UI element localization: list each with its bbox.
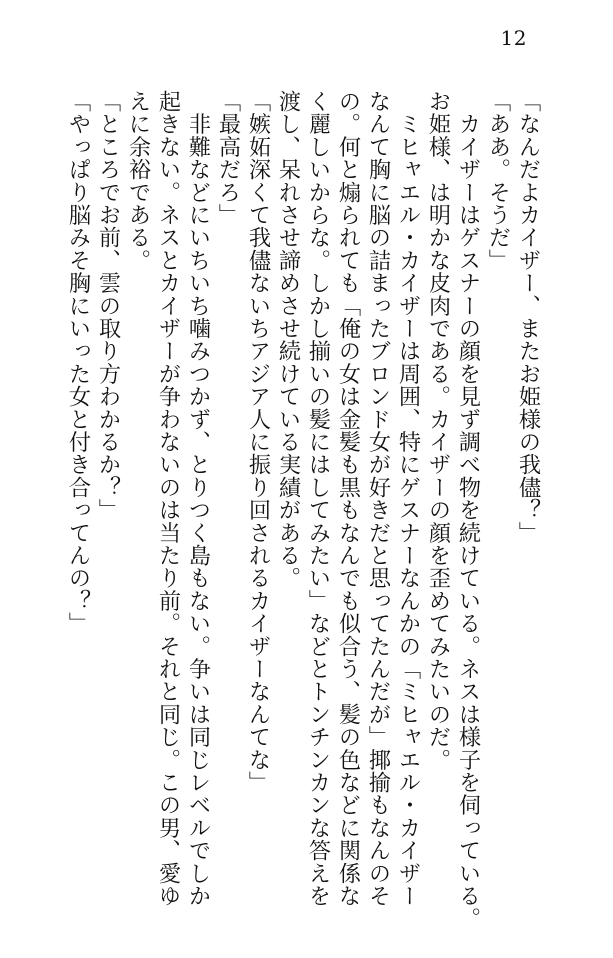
text-line: 起きない。ネスとカイザーが争わないのは当たり前。それと同じ。この男、愛ゆ	[155, 90, 181, 908]
text-line: 非難などにいちいち噛みつかず、とりつく島もない。争いは同じレベルでしか	[185, 90, 211, 908]
text-line: えに余裕である。	[125, 90, 151, 272]
text-line: 「ああ。そうだ」	[485, 90, 511, 272]
text-line: カイザーはゲスナーの顔を見ず調べ物を続けている。ネスは様子を伺っている。	[455, 90, 481, 930]
text-line: 「やっぱり脳みそ胸にいった女と付き合ってんの？」	[65, 90, 91, 635]
text-line: お姫様、は明かな皮肉である。カイザーの顔を歪めてみたいのだ。	[425, 90, 451, 771]
text-line: なんて胸に脳の詰まったブロンド女が好きだと思ってたんだが」揶揄もなんのそ	[365, 90, 391, 908]
text-line: く麗しいからな。しかし揃いの髪にはしてみたい」などとトンチンカンな答えを	[305, 90, 331, 908]
text-line: 「最高だろ」	[215, 90, 241, 227]
text-line: 「ところでお前、雲の取り方わかるか？」	[95, 90, 121, 522]
text-line: 「嫉妬深くて我儘ないちアジア人に振り回されるカイザーなんてな」	[245, 90, 271, 794]
body-text	[63, 90, 543, 930]
text-line: ミヒャエル・カイザーは周囲、特にゲスナーなんかの「ミヒャエル・カイザー	[395, 90, 421, 908]
text-line: の。何と煽られても「俺の女は金髪も黒もなんでも似合う、髪の色などに関係な	[335, 90, 361, 908]
page-number: 12	[500, 26, 527, 50]
text-line: 「なんだよカイザー、またお姫様の我儘？」	[515, 90, 541, 544]
text-line: 渡し、呆れさせ諦めさせ続けている実績がある。	[275, 90, 301, 590]
